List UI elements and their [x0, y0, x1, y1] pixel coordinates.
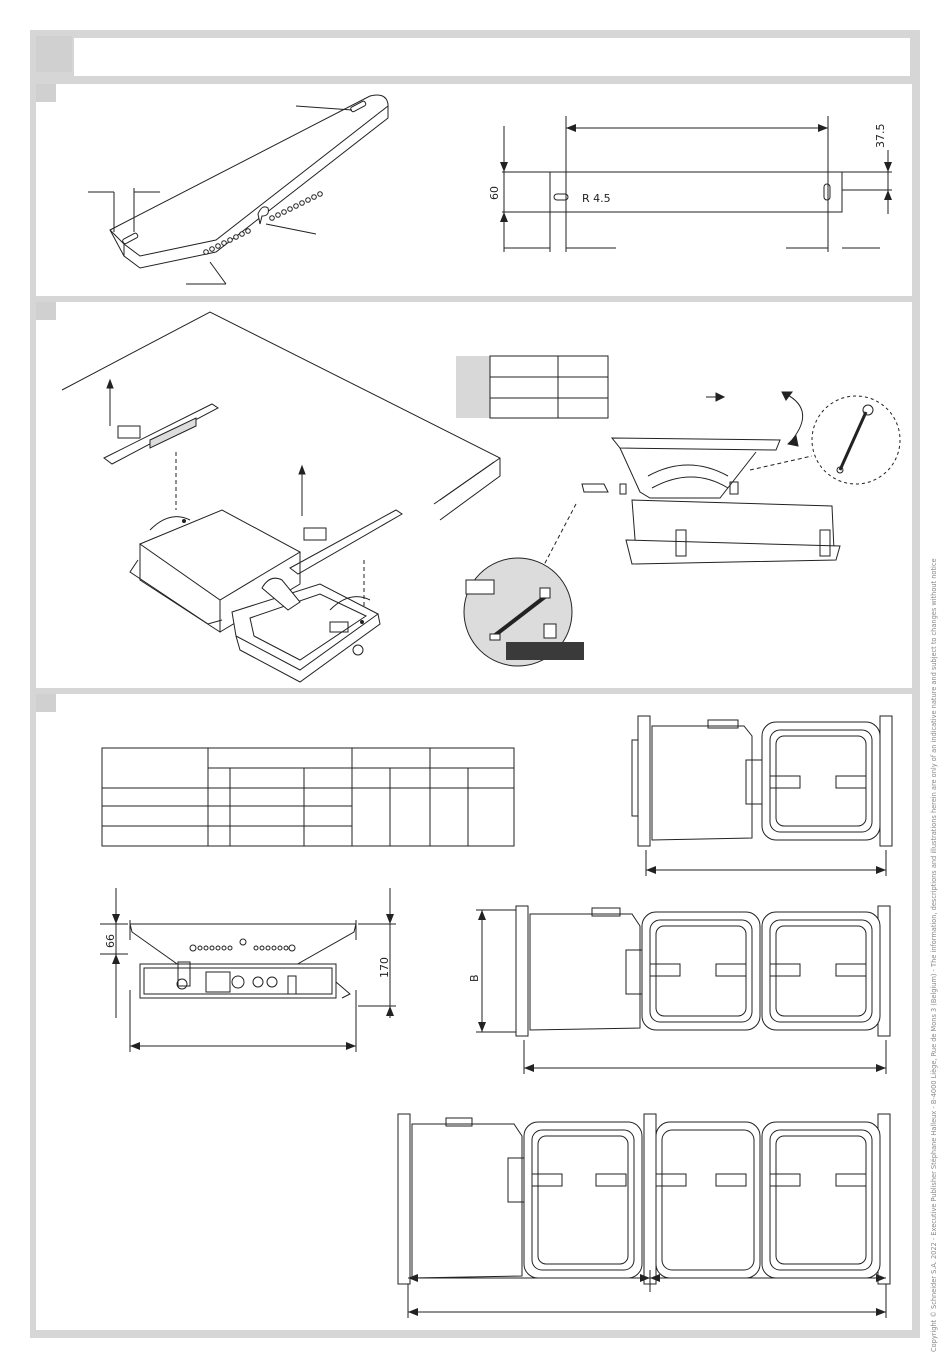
- copyright-notice: Copyright © Schneider S.A. 2022 - Executive Publisher Stéphane Halleux - B-4000 Liège, Rue de Mons 3 (Belgium) - The information, descriptions and illustrations herein are only of an indicative nature and subject to changes without notice: [930, 558, 938, 1352]
- top-view-three-modules: [476, 906, 890, 1074]
- top-view-two-modules: [632, 716, 892, 876]
- side-height-label: 170: [378, 957, 391, 978]
- side-view-drawing: [100, 888, 396, 1052]
- bracket-radius-label: R 4.5: [582, 192, 611, 205]
- bracket-offset-label: 37.5: [874, 123, 887, 148]
- bracket-height-label: 60: [488, 186, 501, 200]
- side-offset-label: 66: [104, 934, 117, 948]
- top-view-four-modules: [398, 1114, 890, 1318]
- width-b-label: B: [468, 974, 481, 982]
- spec-table: [102, 748, 514, 846]
